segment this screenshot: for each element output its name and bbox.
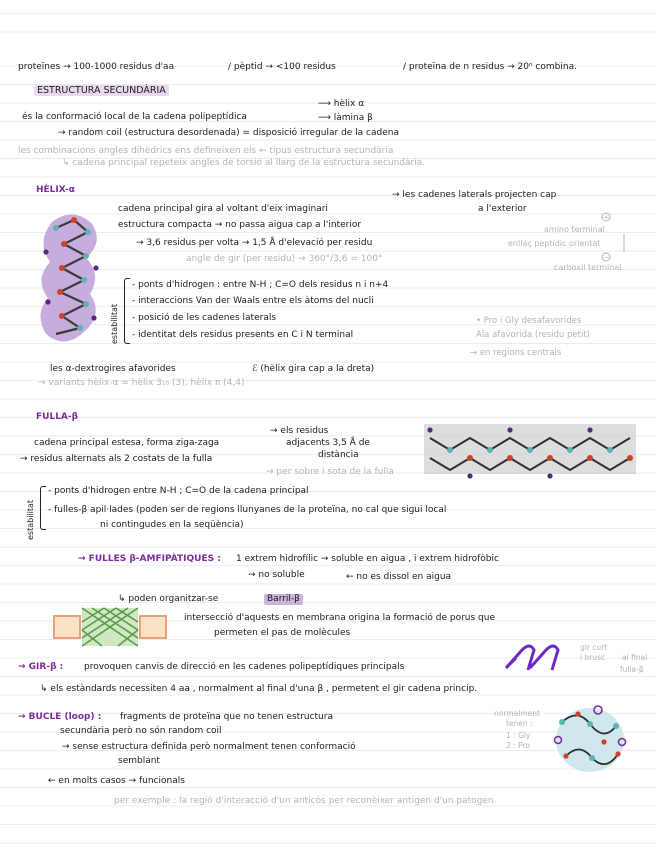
bucle-desc-1: fragments de proteïna que no tenen estructura [120, 712, 333, 722]
helix-lateral-1: → les cadenes laterals projecten cap [392, 190, 557, 200]
helix-line3: → 3,6 residus per volta → 1,5 Å d'elevació per residu [136, 238, 373, 248]
amfi-title: → FULLES β-AMFIPÀTIQUES : [78, 554, 221, 564]
helix-stability-bracket [124, 278, 130, 344]
fulla-stab-2: - fulles-β apil·lades (poden ser de regions llunyanes de la proteïna, no cal que sigui local [48, 505, 447, 515]
helix-stab-4: - identitat dels residus presents en C i N terminal [132, 330, 354, 340]
bucle-title: → BUCLE (loop) : [18, 712, 102, 722]
secundaria-definition: és la conformació local de la cadena polipeptídica [22, 112, 247, 122]
fulla-line1: cadena principal estesa, forma ziga-zaga [34, 438, 220, 448]
helix-pro-note-1: • Pro i Gly desafavorides [476, 316, 582, 326]
gir-title: → GIR-β : [18, 662, 64, 672]
helix-side-enllac: enllaç peptídic orientat [508, 239, 601, 248]
helix-side-carboxil: carboxil terminal [554, 263, 622, 272]
helix-stab-3: - posició de les cadenes laterals [132, 313, 277, 323]
helix-dextro-note: ℰ (hèlix gira cap a la dreta) [252, 364, 375, 374]
beta-barrel-illustration [52, 606, 168, 648]
svg-text:+: + [603, 213, 610, 222]
amfi-organitzar: ↳ poden organitzar-se [118, 594, 219, 604]
bucle-normal-3: 1 : Gly [506, 731, 531, 740]
bucle-desc-4: semblant [118, 756, 160, 766]
right-hand-helix-icon: ℰ [252, 364, 261, 374]
alpha-helix-illustration [34, 202, 106, 352]
gir-estandards: ↳ els estàndards necessiten 4 aa , normalment al final d'una β , permetent el gir cadena princip. [40, 684, 478, 694]
barril-badge: Barril-β [264, 594, 303, 605]
fulla-adj-3: distància [318, 450, 359, 460]
gir-side-4: fulla-β [620, 665, 644, 674]
helix-line1: cadena principal gira al voltant d'eix imaginari [118, 204, 328, 214]
peptid-line: / pèptid → <100 residus [228, 62, 336, 72]
helix-dipole-icon [600, 212, 620, 262]
fulla-stability-label: estabilitat [26, 499, 35, 540]
helix-dextro: les α-dextrogires afavorides [50, 364, 176, 374]
gir-side-1: gir curt [580, 643, 608, 652]
proteines-line: proteïnes → 100-1000 residus d'aa [18, 62, 175, 72]
helix-pro-note-2: Ala afavorida (residu petit) [476, 330, 590, 340]
section-title-fulla: FULLA-β [36, 412, 79, 422]
fulla-gray-sota: → per sobre i sota de la fulla [266, 467, 394, 477]
fulla-stability-bracket [40, 486, 46, 530]
bucle-desc-2: secundària però no són random coil [60, 726, 222, 736]
fulla-adj-2: adjacents 3,5 Å de [286, 438, 370, 448]
amfi-inter-1: intersecció d'aquests en membrana origina la formació de porus que [184, 613, 495, 623]
fulla-adj-1: → els residus [270, 426, 329, 436]
section-title-secundaria: ESTRUCTURA SECUNDÀRIA [34, 85, 169, 96]
helix-side-amino: amino terminal [544, 225, 605, 234]
bucle-desc-3: → sense estructura definida però normalment tenen conformació [62, 742, 356, 752]
helix-line2: estructura compacta → no passa aigua cap a l'interior [118, 220, 362, 230]
helix-angle-note: angle de gir (per residu) → 360°/3,6 = 100° [186, 254, 383, 264]
gray-note-torsio: ↳ cadena principal repeteix angles de torsió al llarg de la estructura secundària. [62, 158, 426, 168]
helix-pro-note-3: → en regions centrals [470, 348, 562, 358]
amfi-desc-1: 1 extrem hidrofílic → soluble en aigua , i extrem hidrofòbic [236, 554, 499, 564]
bucle-normal-1: normalment [494, 709, 540, 718]
gir-desc: provoquen canvis de direcció en les cadenes polipeptídiques principals [84, 662, 405, 672]
beta-turn-illustration [500, 640, 564, 674]
helix-lateral-2: a l'exterior [478, 204, 527, 214]
bucle-funcionals: ← en molts casos → funcionals [48, 776, 185, 786]
helix-variants: → variants hèlix-α = hèlix 3₁₀ (3), hèlix π (4,4) [38, 378, 245, 388]
gir-side-3: al final [622, 653, 648, 662]
bucle-normal-2: tenen : [506, 719, 533, 728]
fulla-line2: → residus alternats als 2 costats de la fulla [20, 454, 213, 464]
random-coil-line: → random coil (estructura desordenada) = disposició irregular de la cadena [58, 128, 399, 138]
bucle-gray-exemple: per exemple : la regió d'interacció d'un anticòs per reconèixer antigen d'un patogen [114, 796, 494, 806]
amfi-desc-2: → no soluble [248, 570, 305, 580]
amfi-desc-3: ← no es dissol en aigua [346, 572, 452, 582]
proteina-combinations: / proteïna de n residus → 20ⁿ combina. [403, 62, 577, 72]
fulla-stab-1: - ponts d'hidrogen entre N-H ; C=O de la cadena principal [48, 486, 309, 496]
bucle-normal-4: 2 : Pro [506, 741, 530, 750]
helix-stab-2: - interaccions Van der Waals entre els àtoms del nucli [132, 296, 374, 306]
amfi-inter-2: permeten el pas de molècules [214, 628, 351, 638]
gray-note-combinacions: les combinacions angles dihèdrics ens defineixen els ← tipus estructura secundària [18, 146, 394, 156]
section-title-helix: HÈLIX-α [36, 185, 75, 195]
helix-stability-label: estabilitat [110, 303, 119, 344]
helix-option: ⟶ hèlix α [318, 99, 365, 109]
helix-stab-1: - ponts d'hidrogen : entre N-H ; C=O dels residus n i n+4 [132, 280, 389, 290]
lamina-option: ⟶ làmina β [318, 113, 373, 123]
svg-text:−: − [604, 253, 610, 262]
gir-side-2: i brusc [580, 653, 606, 662]
fulla-stab-3: ni contingudes en la seqüència) [100, 520, 244, 530]
beta-sheet-illustration [420, 418, 640, 480]
loop-illustration [552, 702, 630, 776]
